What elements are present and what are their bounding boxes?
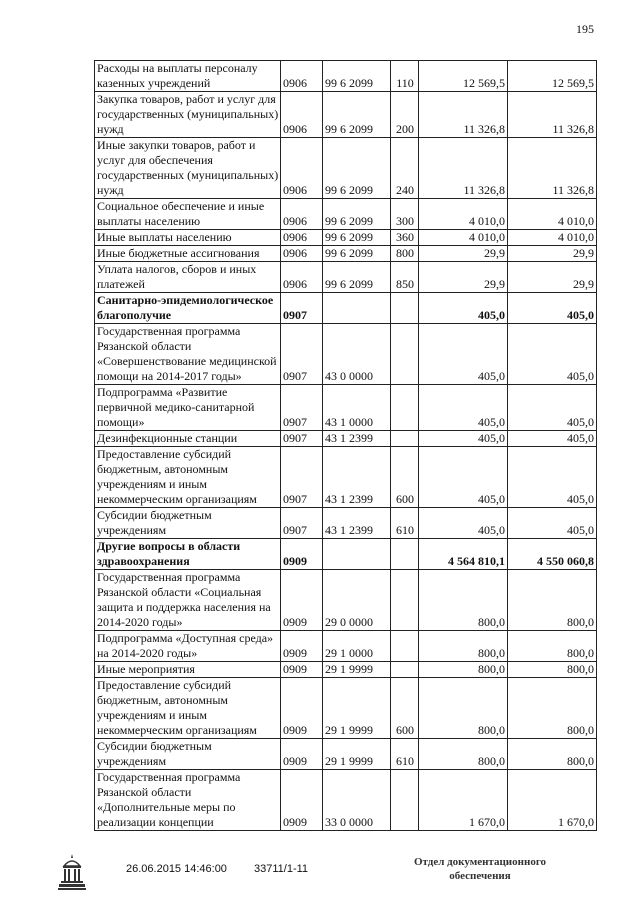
cell-section: 0906	[281, 230, 323, 246]
cell-target: 43 1 2399	[323, 508, 391, 539]
cell-sum-1: 1 670,0	[419, 770, 508, 831]
cell-type: 300	[391, 199, 419, 230]
cell-section: 0906	[281, 61, 323, 92]
cell-target: 99 6 2099	[323, 246, 391, 262]
page-number: 195	[576, 22, 594, 36]
cell-target: 43 1 2399	[323, 447, 391, 508]
cell-type	[391, 324, 419, 385]
cell-sum-1: 4 010,0	[419, 199, 508, 230]
footer-document-number: 33711/1-11	[254, 863, 309, 875]
cell-section: 0907	[281, 508, 323, 539]
cell-target	[323, 293, 391, 324]
cell-target: 29 1 0000	[323, 631, 391, 662]
footer-department	[410, 855, 550, 883]
cell-name: Иные закупки товаров, работ и услуг для обеспечения государственных (муниципальных) нужд	[95, 138, 281, 199]
cell-target: 43 0 0000	[323, 324, 391, 385]
cell-sum-1: 800,0	[419, 570, 508, 631]
cell-sum-2: 4 010,0	[508, 199, 597, 230]
table-row	[95, 138, 597, 199]
cell-sum-2: 405,0	[508, 293, 597, 324]
cell-type	[391, 539, 419, 570]
cell-sum-2: 4 010,0	[508, 230, 597, 246]
cell-type	[391, 431, 419, 447]
table-row	[95, 447, 597, 508]
cell-section: 0909	[281, 631, 323, 662]
cell-section: 0909	[281, 678, 323, 739]
cell-name: Закупка товаров, работ и услуг для государственных (муниципальных) нужд	[95, 92, 281, 138]
table-row	[95, 431, 597, 447]
cell-name: Государственная программа Рязанской области «Совершенствование медицинской помощи на 2014-2017 годы»	[95, 324, 281, 385]
table-row	[95, 199, 597, 230]
cell-name: Подпрограмма «Доступная среда» на 2014-2020 годы»	[95, 631, 281, 662]
cell-sum-2: 29,9	[508, 246, 597, 262]
cell-sum-2: 405,0	[508, 324, 597, 385]
table-row	[95, 324, 597, 385]
cell-type: 600	[391, 678, 419, 739]
cell-name: Иные бюджетные ассигнования	[95, 246, 281, 262]
cell-section: 0907	[281, 293, 323, 324]
cell-sum-1: 12 569,5	[419, 61, 508, 92]
cell-section: 0906	[281, 262, 323, 293]
cell-target	[323, 539, 391, 570]
cell-sum-1: 405,0	[419, 447, 508, 508]
cell-name: Подпрограмма «Развитие первичной медико-санитарной помощи»	[95, 385, 281, 431]
cell-name: Расходы на выплаты персоналу казенных учреждений	[95, 61, 281, 92]
cell-type	[391, 293, 419, 324]
cell-target: 99 6 2099	[323, 138, 391, 199]
table-row	[95, 293, 597, 324]
table-row	[95, 570, 597, 631]
cell-sum-1: 405,0	[419, 508, 508, 539]
cell-sum-1: 29,9	[419, 246, 508, 262]
cell-section: 0907	[281, 385, 323, 431]
cell-type	[391, 631, 419, 662]
cell-target: 29 1 9999	[323, 662, 391, 678]
cell-target: 29 0 0000	[323, 570, 391, 631]
footer	[0, 852, 640, 902]
cell-name: Иные мероприятия	[95, 662, 281, 678]
duma-emblem-icon	[56, 852, 88, 892]
cell-type: 360	[391, 230, 419, 246]
cell-section: 0909	[281, 539, 323, 570]
cell-section: 0907	[281, 447, 323, 508]
cell-section: 0909	[281, 770, 323, 831]
cell-sum-1: 405,0	[419, 431, 508, 447]
cell-sum-1: 405,0	[419, 293, 508, 324]
cell-name: Предоставление субсидий бюджетным, автономным учреждениям и иным некоммерческим организациям	[95, 678, 281, 739]
cell-name: Субсидии бюджетным учреждениям	[95, 508, 281, 539]
cell-sum-1: 800,0	[419, 662, 508, 678]
cell-section: 0909	[281, 739, 323, 770]
table-row	[95, 246, 597, 262]
cell-name: Государственная программа Рязанской области «Социальная защита и поддержка населения на 2014-2020 годы»	[95, 570, 281, 631]
footer-department-line2: обеспечения	[449, 870, 511, 882]
cell-target: 99 6 2099	[323, 230, 391, 246]
cell-sum-2: 4 550 060,8	[508, 539, 597, 570]
cell-type: 600	[391, 447, 419, 508]
table-row	[95, 262, 597, 293]
cell-section: 0906	[281, 199, 323, 230]
cell-type	[391, 570, 419, 631]
cell-type: 610	[391, 508, 419, 539]
cell-sum-2: 405,0	[508, 508, 597, 539]
cell-sum-2: 11 326,8	[508, 92, 597, 138]
cell-type: 240	[391, 138, 419, 199]
cell-name: Санитарно-эпидемиологическое благополучие	[95, 293, 281, 324]
cell-type: 850	[391, 262, 419, 293]
cell-name: Уплата налогов, сборов и иных платежей	[95, 262, 281, 293]
cell-section: 0909	[281, 570, 323, 631]
table-row	[95, 678, 597, 739]
cell-section: 0907	[281, 431, 323, 447]
cell-sum-2: 405,0	[508, 431, 597, 447]
cell-sum-2: 800,0	[508, 739, 597, 770]
cell-target: 99 6 2099	[323, 262, 391, 293]
cell-section: 0906	[281, 246, 323, 262]
cell-sum-2: 29,9	[508, 262, 597, 293]
cell-sum-1: 4 010,0	[419, 230, 508, 246]
table-row	[95, 92, 597, 138]
table-row	[95, 508, 597, 539]
cell-sum-1: 11 326,8	[419, 138, 508, 199]
cell-sum-1: 405,0	[419, 385, 508, 431]
cell-target: 43 1 0000	[323, 385, 391, 431]
cell-target: 99 6 2099	[323, 92, 391, 138]
cell-target: 33 0 0000	[323, 770, 391, 831]
cell-type	[391, 770, 419, 831]
cell-name: Субсидии бюджетным учреждениям	[95, 739, 281, 770]
cell-sum-2: 800,0	[508, 631, 597, 662]
cell-sum-2: 405,0	[508, 385, 597, 431]
cell-sum-1: 29,9	[419, 262, 508, 293]
cell-type: 200	[391, 92, 419, 138]
cell-sum-2: 800,0	[508, 678, 597, 739]
cell-target: 99 6 2099	[323, 61, 391, 92]
footer-datetime: 26.06.2015 14:46:00	[126, 863, 227, 875]
cell-name: Другие вопросы в области здравоохранения	[95, 539, 281, 570]
cell-type	[391, 662, 419, 678]
table-row	[95, 539, 597, 570]
cell-type: 610	[391, 739, 419, 770]
cell-target: 99 6 2099	[323, 199, 391, 230]
cell-sum-1: 4 564 810,1	[419, 539, 508, 570]
cell-sum-1: 800,0	[419, 678, 508, 739]
cell-sum-1: 405,0	[419, 324, 508, 385]
cell-sum-2: 800,0	[508, 570, 597, 631]
cell-section: 0906	[281, 92, 323, 138]
table-row	[95, 385, 597, 431]
cell-type	[391, 385, 419, 431]
cell-target: 43 1 2399	[323, 431, 391, 447]
table-body	[95, 61, 597, 831]
cell-name: Предоставление субсидий бюджетным, автономным учреждениям и иным некоммерческим организациям	[95, 447, 281, 508]
cell-name: Иные выплаты населению	[95, 230, 281, 246]
cell-sum-2: 12 569,5	[508, 61, 597, 92]
table-row	[95, 662, 597, 678]
table-row	[95, 631, 597, 662]
cell-type: 110	[391, 61, 419, 92]
table-row	[95, 739, 597, 770]
cell-sum-1: 11 326,8	[419, 92, 508, 138]
cell-section: 0907	[281, 324, 323, 385]
cell-target: 29 1 9999	[323, 739, 391, 770]
cell-sum-2: 405,0	[508, 447, 597, 508]
cell-target: 29 1 9999	[323, 678, 391, 739]
footer-department-line1: Отдел документационного	[413, 856, 547, 868]
cell-sum-2: 800,0	[508, 662, 597, 678]
budget-table	[94, 60, 597, 831]
cell-sum-2: 11 326,8	[508, 138, 597, 199]
cell-name: Дезинфекционные станции	[95, 431, 281, 447]
cell-section: 0909	[281, 662, 323, 678]
table-row	[95, 770, 597, 831]
cell-sum-2: 1 670,0	[508, 770, 597, 831]
cell-sum-1: 800,0	[419, 739, 508, 770]
cell-sum-1: 800,0	[419, 631, 508, 662]
table-row	[95, 230, 597, 246]
cell-type: 800	[391, 246, 419, 262]
cell-name: Социальное обеспечение и иные выплаты населению	[95, 199, 281, 230]
cell-section: 0906	[281, 138, 323, 199]
table-row	[95, 61, 597, 92]
cell-name: Государственная программа Рязанской области «Дополнительные меры по реализации концепции	[95, 770, 281, 831]
